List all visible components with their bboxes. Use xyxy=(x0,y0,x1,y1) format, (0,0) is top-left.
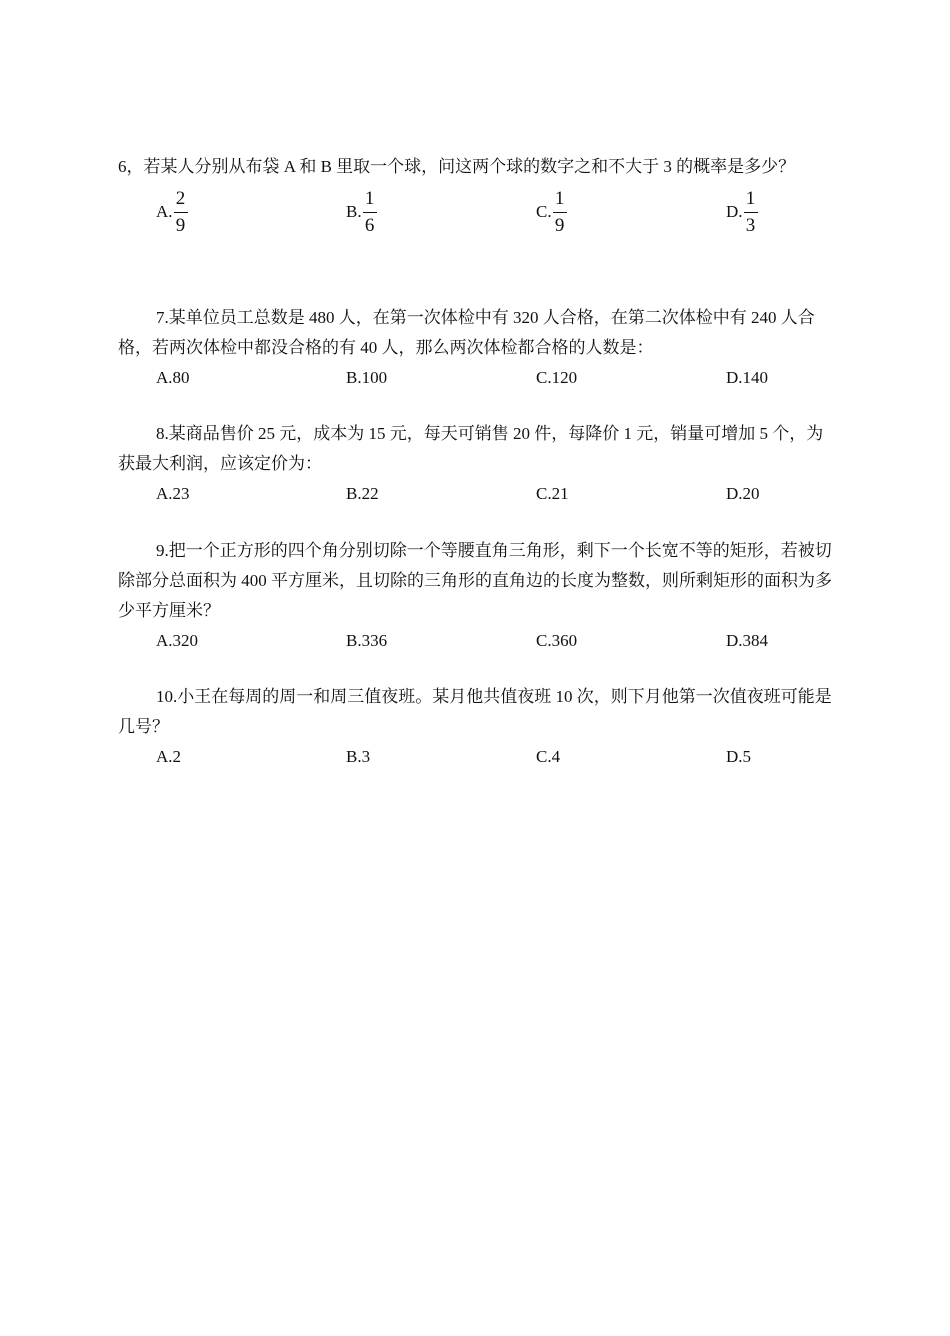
question-6 xyxy=(118,152,838,240)
option-b: B.100 xyxy=(346,368,388,387)
question-8 xyxy=(118,419,838,509)
numerator: 1 xyxy=(554,187,565,209)
question-stem: 8.某商品售价 25 元，成本为 15 元，每天可销售 20 件，每降价 1 元，销量可增加 5 个，为获最大利润，应该定价为： xyxy=(118,424,824,473)
answer-options xyxy=(118,742,838,772)
option-c xyxy=(536,184,567,240)
option-c: C.4 xyxy=(536,747,561,766)
option-c: C.21 xyxy=(536,484,569,503)
fraction xyxy=(744,188,758,237)
fraction xyxy=(174,188,188,237)
option-letter: C. xyxy=(536,202,552,221)
option-a: A.320 xyxy=(156,631,199,650)
fraction-bar xyxy=(744,212,758,213)
fraction-bar xyxy=(174,212,188,213)
option-letter: D. xyxy=(726,202,743,221)
option-a: A.2 xyxy=(156,747,182,766)
denominator: 6 xyxy=(364,214,375,236)
question-7 xyxy=(118,303,838,393)
answer-options xyxy=(118,479,838,509)
option-d xyxy=(726,184,758,240)
option-d: D.5 xyxy=(726,747,752,766)
question-stem: 7.某单位员工总数是 480 人，在第一次体检中有 320 人合格，在第二次体检中有 240 人合格，若两次体检中都没合格的有 40 人，那么两次体检都合格的人数是： xyxy=(118,308,815,357)
answer-options xyxy=(118,626,838,656)
option-a: A.80 xyxy=(156,368,190,387)
option-a xyxy=(156,184,188,240)
option-letter: A. xyxy=(156,202,173,221)
answer-options xyxy=(118,363,838,393)
fraction xyxy=(363,188,377,237)
answer-options xyxy=(118,184,838,240)
option-letter: B. xyxy=(346,202,362,221)
option-b: B.22 xyxy=(346,484,379,503)
numerator: 1 xyxy=(745,187,756,209)
fraction xyxy=(553,188,567,237)
question-10 xyxy=(118,682,838,772)
question-stem: 6，若某人分别从布袋 A 和 B 里取一个球，问这两个球的数字之和不大于 3 的概率是多少？ xyxy=(118,157,796,176)
option-d: D.140 xyxy=(726,368,769,387)
option-b: B.336 xyxy=(346,631,388,650)
option-a: A.23 xyxy=(156,484,190,503)
fraction-bar xyxy=(363,212,377,213)
option-d: D.20 xyxy=(726,484,760,503)
numerator: 1 xyxy=(364,187,375,209)
option-d: D.384 xyxy=(726,631,769,650)
fraction-bar xyxy=(553,212,567,213)
option-c: C.360 xyxy=(536,631,578,650)
numerator: 2 xyxy=(175,187,186,209)
question-9 xyxy=(118,536,838,656)
question-stem: 10.小王在每周的周一和周三值夜班。某月他共值夜班 10 次，则下月他第一次值夜班可能是几号？ xyxy=(118,687,832,736)
option-b: B.3 xyxy=(346,747,371,766)
question-stem: 9.把一个正方形的四个角分别切除一个等腰直角三角形，剩下一个长宽不等的矩形，若被切除部分总面积为 400 平方厘米，且切除的三角形的直角边的长度为整数，则所剩矩形的面积为多少平方厘米？ xyxy=(118,541,832,620)
option-c: C.120 xyxy=(536,368,578,387)
option-b xyxy=(346,184,377,240)
denominator: 9 xyxy=(175,214,186,236)
denominator: 3 xyxy=(745,214,756,236)
denominator: 9 xyxy=(554,214,565,236)
